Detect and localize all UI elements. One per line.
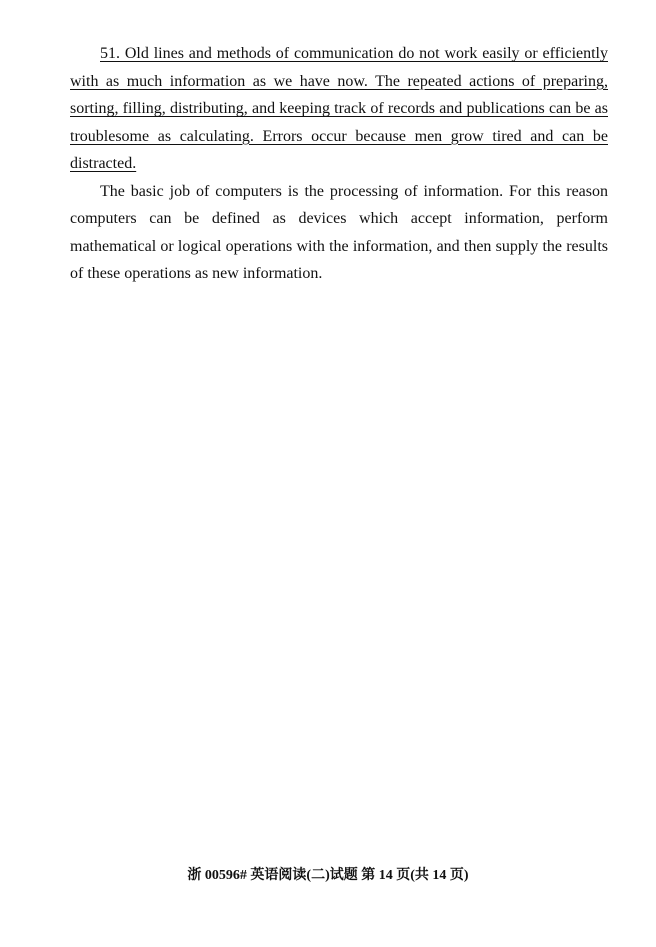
passage-paragraph: The basic job of computers is the processing of information. For this reason computers can be defined as devices which accept information, perform mathematical or logical operations with the information, and then supply the results of these operations as new information. — [70, 182, 608, 282]
page-footer: 浙 00596# 英语阅读(二)试题 第 14 页(共 14 页) — [187, 868, 469, 883]
document-body — [70, 40, 608, 288]
translation-passage-51: 51. Old lines and methods of communication do not work easily or efficiently with as much information as we have now. The repeated actions of preparing, sorting, filling, distributing, and keeping track of records and publications can be as troublesome as calculating. Errors occur because men grow tired and can be distracted. — [70, 45, 608, 172]
